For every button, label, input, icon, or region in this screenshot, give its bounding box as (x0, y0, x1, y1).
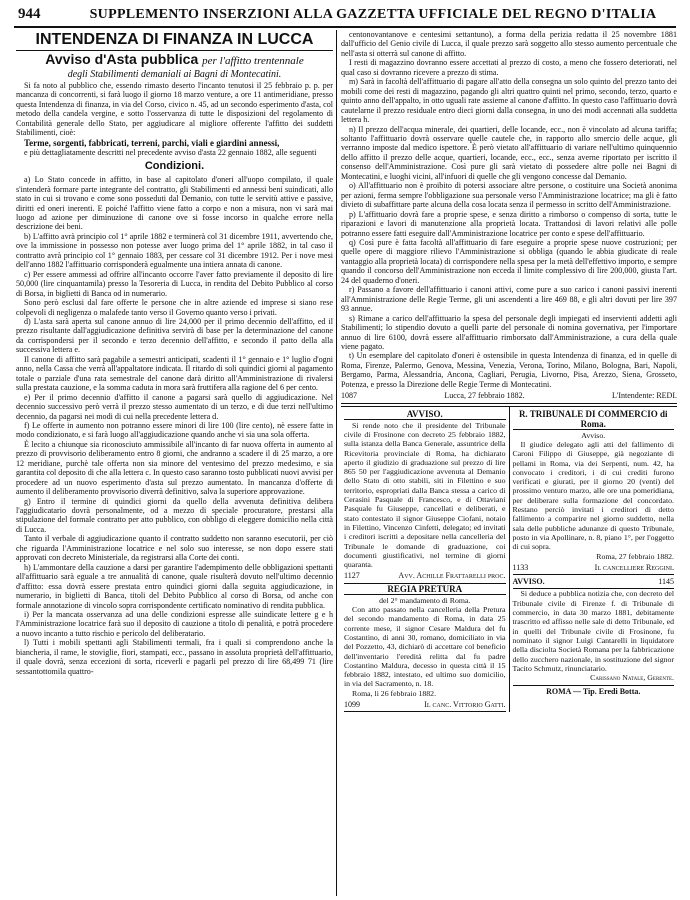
conditions-list (16, 175, 333, 676)
condition-paragraph: f) Le offerte in aumento non potranno essere minori di lire 100 (lire cento), nè essere fatte in modo condizionato, e si farà luogo all'aggiudicazione quando anche vi sia una sola offerta. (16, 420, 333, 440)
condition-paragraph: a) Lo Stato concede in affitto, in base al capitolato d'oneri all'uopo compilato, il quale s'intenderà formare parte integrante del contratto, gli Stabilimenti ed annessi beni suindicati, allo stato in cui si trovano e come sono posseduti dal Demanio, con tutte le servitù attive e passive, diritti ed oneri inerenti. E poiché l'affitto viene fatto a corpo e non a misura, non vi sarà mai luogo ad azione per diminuzione di canone ove si fosse incorso in qualche errore nella descrizione dei beni. (16, 175, 333, 232)
pretura-heading: REGIA PRETURA (344, 584, 506, 595)
right-column (341, 30, 677, 892)
avviso-a-signer: Avv. Achille Frattarelli proc. (398, 571, 506, 581)
continued-paragraph: m) Sarà in facoltà dell'affittuario di pagare all'atto della consegna un solo quinto del prezzo tanto dei mobili come dei resti di magazzino, pagando gli altri quattro quinti nel primo, secondo, terzo, quarto e quinto anno dell'appalto, in otto uguali rate assieme al canone d'affitto. In questo caso l'affittuario dovrà cautelarne il prezzo residuale entro dieci giorni dalla consegna, in uno dei modi accennati alla suddetta lettera h. (341, 77, 677, 125)
notice-date: Lucca, 27 febbraio 1882. (444, 391, 525, 401)
tribunale-heading: R. TRIBUNALE DI COMMERCIO di Roma. (513, 409, 675, 430)
notice-col-c (509, 407, 678, 713)
condition-paragraph: c) Per essere ammessi ad offrire all'incanto occorre l'aver fatto previamente il deposito di lire 50,000 (lire cinquantamila) presso la Tesoreria di Lucca, in rendita del Debito Pubblico al corso di Borsa, in biglietti di Banca od in numerario. (16, 269, 333, 298)
tribunale-signature (513, 563, 675, 575)
condition-paragraph: h) L'ammontare della cauzione a darsi per garantire l'adempimento delle obbligazioni spettanti all'affittuario sarà eguale a tre annualità di canone, quale risulterà dovuto nell'ultimo decennio d'affitto: essa dovrà essere prestata entro quindici giorni dalla seguita aggiudicazione, in numerario, in biglietti di Banca, titoli del Debito Pubblico al corso di Borsa, od anche con formale annotazione di vincolo sopra corrispondente certificato nominativo di rendita pubblica. (16, 562, 333, 610)
tribunale-subheading: Avviso. (581, 430, 606, 440)
notice-subtitle: degli Stabilimenti demaniali ai Bagni di Montecatini. (67, 69, 282, 80)
condition-paragraph: b) L'affitto avrà principio col 1° aprile 1882 e terminerà col 31 dicembre 1911, avvertendo che, ove la immissione in possesso non potesse aver luogo prima del 1° aprile 1882, in tal caso il contratto avrà principio col 1° gennaio 1883, per cessare col 31 dicembre 1912. Per i nove mesi dell'anno 1882 l'affittuario corrisponderà egualmente una intiera annata di canone. (16, 231, 333, 270)
printer-line: ROMA — Tip. Eredi Botta. (513, 685, 675, 696)
avviso-a-signature (344, 571, 506, 583)
condition-paragraph: i) Per la mancata osservanza ad una delle condizioni espresse alle suindicate lettere g e h l'Amministrazione locatrice farà suo il deposito di cauzione a titolo di penalità, e potrà procedere a nuovo incanto a tutto rischio e pericolo del deliberatario. (16, 610, 333, 638)
avviso-2-heading: AVVISO. (512, 577, 545, 587)
avviso-a-number: 1127 (344, 571, 360, 581)
condition-paragraph: Il canone di affitto sarà pagabile a semestri anticipati, scadenti il 1° gennaio e 1° luglio d'ogni anno, nella Cassa che verrà all'appaltatore indicata. Il ritardo di soli quindici giorni al pagamento totale o parziale d'una rata semestrale del canone darà diritto all'Amministrazione di rivalersi sulla prestata cauzione, e la somma caduta in mora sarà fruttifera alla ragione del 6 per cento. (16, 354, 333, 393)
left-column (16, 30, 333, 892)
condition-paragraph: È lecito a chiunque sia riconosciuto ammissibile all'incanto di far nuova offerta in aumento al prezzo di provvisorio deliberamento entro 8 giorni, che andranno a scadere il di 25 marzo, a ore 12 meridiane, purchè tale offerta non sia minore del ventesimo del prezzo medesimo, e sia garantita col deposito di che alla lettera c. In questo caso saranno tosto pubblicati nuovi avvisi per procedere ad un nuovo esperimento d'asta sul prezzo aumentato. In mancanza d'offerte di aumento il deliberamento provvisorio diverrà definitivo, salva la superiore approvazione. (16, 439, 333, 497)
continued-paragraph: q) Così pure è fatta facoltà all'affittuario di fare eseguire a proprie spese nuove costruzioni; per quelle opere di maggiore rilievo l'Amministrazione si obbliga (quando le abbia giudicate di reale vantaggio alla proprietà locata) di corrispondere nella spesa per la metà dell'effettivo importo, e sempre quando il concorso dell'Amministrazione non ecceda il limite complessivo di lire 200,000, giusta l'art. 24 del quaderno d'oneri. (341, 237, 677, 285)
condition-paragraph: l) Tutti i mobili spettanti agli Stabilimenti termali, fra i quali si comprendono anche la biancheria, il rame, le stoviglie, fiori, stampati, ecc., passano in assoluta proprietà dell'affittuario, il quale dovrà, senza eccezioni di sorta, riceverli e pagarli pel prezzo di lire 68,499 71 (lire sessantottomila quattro- (16, 638, 333, 676)
continued-paragraph: o) All'affittuario non è proibito di potersi associare altre persone, o costituire una Società anonima per azioni, ferma sempre l'obbligazione sua personale verso l'Amministrazione locatrice; ma gli è fatto divieto di subaffittare parte alcuna della cosa locata senza il permesso in scritto dell'Amministrazione. (341, 181, 677, 210)
notice-title-main: Avviso d'Asta pubblica (45, 51, 199, 67)
running-title: SUPPLEMENTO INSERZIONI ALLA GAZZETTA UFFICIALE DEL REGNO D'ITALIA (89, 7, 657, 22)
avviso-2-signer: Carissano Natale, Gerente. (590, 673, 674, 683)
page-number: 944 (18, 6, 41, 22)
notice-col-a (341, 407, 509, 713)
office-heading: INTENDENZA DI FINANZA IN LUCCA (16, 30, 333, 51)
condition-paragraph: Sono però esclusi dal fare offerte le persone che in altre aziende ed imprese si siano rese colpevoli di negligenza o malafede tanto verso il Governo quanto verso i privati. (16, 298, 333, 317)
continued-paragraph: r) Passano a favore dell'affittuario i canoni attivi, come pure a suo carico i canoni passivi inerenti all'Amministrazione delle Regie Terme, gli uni ascendenti a lire 469 88, e gli altri dovuti per lire 397 93 annue. (341, 285, 677, 314)
avviso-a-heading: AVVISO. (344, 409, 506, 420)
pretura-subheading: del 2° mandamento di Roma. (379, 595, 471, 605)
small-notices (341, 406, 677, 713)
continued-paragraph: centonovantanove e centesimi settantuno), a forma della perizia redatta il 25 novembre 1881 dall'ufficio del Genio civile di Lucca, il quale prezzo sarà soggetto allo stesso aumento percentuale che nell'asta si otterrà sul canone di affitto. (341, 30, 677, 58)
notice-signature (341, 391, 677, 403)
pretura-signer: Il canc. Vittorio Gatti. (424, 699, 506, 709)
notice-intendente: L'Intendente: REDI. (612, 391, 677, 401)
tribunale-number: 1133 (512, 562, 529, 572)
continued-paragraph: s) Rimane a carico dell'affittuario la spesa del personale degli impiegati ed inservienti addetti agli Stabilimenti; lo stipendio dovuto a quelli parte del personale di nomina governativa, per l'importare annuo di lire 6100, dovrà essere all'affittuario rimborsato dall'Amministrazione, a cura della quale viene pagato. (341, 313, 677, 351)
avviso-2-number: 1145 (658, 577, 674, 587)
avviso-2-text: Si deduce a pubblica notizia che, con decreto del Tribunale civile di Firenze f. di Tribunale di commercio, in data 30 marzo 1881, debitamente trascritto ed affisso nelle sale di detto Tribunale, ed in quelli del Tribunale civile di Frosinone, fu nominato il signor Luigi Cantarelli in liquidatore della disciolta Società Romana per la fabbricazione dello zucchero nazionale, in sostituzione del signor Tacito Schmutz, rinunciatario. (512, 589, 674, 673)
notice-intro-tail: e più dettagliatamente descritti nel precedente avviso d'asta 22 gennaio 1882, alle seguenti (24, 147, 317, 157)
tribunale-signer: Il cancelliere Reggini. (594, 562, 674, 572)
condition-paragraph: d) L'asta sarà aperta sul canone annuo di lire 24,000 per il primo decennio dell'affitto, ed il prezzo risultante dall'aggiudicazione definitiva servirà di base per la determinazione del canone da corrispondersi per il secondo e terzo decennio dell'affitto, e secondo il patto della alla successiva lettera e. (16, 316, 333, 355)
condition-paragraph: e) Per il primo decennio d'affitto il canone a pagarsi sarà quello di aggiudicazione. Nel decennio successivo però verrà il prezzo stesso aumentato di un terzo, e di due terzi nell'ultimo decennio, da pagarsi nei modi di cui nella precedente lettera d. (16, 392, 333, 421)
notice-title-tail: per l'affitto trentennale (202, 55, 304, 67)
conditions-continued (341, 30, 677, 389)
pretura-signature (344, 700, 506, 712)
column-divider (336, 30, 337, 896)
continued-paragraph: t) Un esemplare del capitolato d'oneri è ostensibile in questa Intendenza di finanza, ed in quelle di Roma, Firenze, Palermo, Genova, Messina, Venezia, Verona, Torino, Milano, Bologna, Bari, Napoli, Bergamo, Parma, Alessandria, Ancona, Cagliari, Perugia, Livorno, Pisa, Arezzo, Siena, Grosseto, Potenza, e presso la Direzione delle Regie Terme di Montecatini. (341, 351, 677, 389)
notice-intro: Si fa noto al pubblico che, essendo rimasto deserto l'incanto tenutosi il 25 febbraio p. p. per mancanza di concorrenti, si farà luogo il giorno 18 marzo venture, a ore 11 antimeridiane, presso questa Intendenza di finanza, in via del Corso, civico n. 45, ad un secondo esperimento d'asta, col metodo della candela vergine, e sotto l'osservanza di tutte le disposizioni del regolamento di Contabilità generale dello Stato, per aggiudicare al migliore offerente l'affitto dei suddetti Stabilimenti, cioè: (16, 81, 333, 138)
notice-number: 1087 (341, 391, 357, 401)
notice-bold-line: Terme, sorgenti, fabbricati, terreni, parchi, viali e giardini annessi, (24, 137, 280, 148)
continued-paragraph: I resti di magazzino dovranno essere accettati al prezzo di costo, a meno che fossero deteriorati, nel qual caso si dovranno ricevere a prezzo di stima. (341, 58, 677, 77)
condition-paragraph: Tanto il verbale di aggiudicazione quanto il contratto suddetto non saranno esecutorii, per ciò che riguarda l'Amministrazione locatrice e nel solo suo interesse, se non dopo essere stati approvati con decreto Ministeriale, da registrarsi alla Corte dei conti. (16, 534, 333, 563)
pretura-date: Roma, li 26 febbraio 1882. (352, 688, 437, 698)
page-header (14, 4, 676, 28)
pretura-text: Con atto passato nella cancelleria della Pretura del secondo mandamento di Roma, in data 25 corrente mese, il signor Cesare Maldura del fu Costantino, di anni 30, romano, domiciliato in via del Pozzetto, 43, dichiarò di accettare col beneficio dell'inventario l'eredità relitta dal fu padre Costantino Maldura, decesso in questa città il 15 febbraio 1882, intestato, ed ultimo suo domicilio, in via del Sacramento, n. 18. (344, 605, 506, 689)
pretura-number: 1099 (344, 699, 360, 709)
continued-paragraph: p) L'affittuario dovrà fare a proprie spese, e senza diritto a rimborso o compenso di sorta, tutte le riparazioni e lavori di manutenzione alla proprietà locata. Trattandosi di lavori relativi alle polle potranno essere fatti eseguire dall'Amministrazione locatrice per conto e spese dell'affittuario. (341, 209, 677, 238)
avviso-2-header (513, 577, 675, 589)
tribunale-text: Il giudice delegato agli atti del fallimento di Caroni Filippo di Giuseppe, già negoziante di pellami in Roma, via dei Serpenti, num. 42, ha convocato i creditori, i di cui crediti furono verificati e giurati, per il giorno 20 (venti) del prossimo venturo marzo, alle ore una pomeridiana, per deliberare sulla formazione del concordato. Restano perciò invitati i creditori di detto fallimento a comparire nel giorno suddetto, nella sala delle pubbliche adunanze di questo Tribunale, posto in via Apollinare, n. 8, piano 1°, per l'oggetto di cui sopra. (512, 439, 674, 552)
condition-paragraph: g) Entro il termine di quindici giorni da quello della avvenuta definitiva delibera l'aggiudicatario dovrà personalmente, od a mezzo di speciale procuratore, prestarsi alla stipulazione del formale contratto per atto pubblico, con obbligo di eleggere domicilio nella città di Lucca. (16, 496, 333, 534)
notice-title (16, 52, 333, 69)
avviso-a-text: Si rende noto che il presidente del Tribunale civile di Frosinone con decreto 25 febbraio 1882, sulla istanza della Banca Generale, assuntrice della Ricevitoria provinciale di Roma, ha dichiarato aperto il giudizio di graduazione sul prezzo di lire 865 50 per l'aggiudicazione avvenuta al Demanio dello Stato di otto stabili, siti in Filettino e suo territorio, espropriati dalla Banca stessa a carico di Cerasini Pasquale di Francesco, e di Ottaviani Pasquale fu Giuseppe, cancellati e deliberati, e stato contestato il signor Giuseppe Ciofani, notaio in Filettino, Vincenzo Cinfetti, delegato; ed invitati i creditori iscritti a depositare nella cancelleria del Tribunale le domande di graduazione, coi documenti giustificativi, nel termine di giorni quaranta. (344, 420, 506, 570)
conditions-heading: Condizioni. (144, 160, 205, 173)
tribunale-date: Roma, 27 febbraio 1882. (596, 551, 674, 561)
continued-paragraph: n) Il prezzo dell'acqua minerale, dei quartieri, delle locande, ecc., non è vincolato ad alcuna tariffa; soltanto l'affittuario dovrà osservare quelle cautele che, in rapporto allo smercio delle acque, gli verranno imposte dal medico ispettore. È però vietato all'affittuario di variare nell'ultimo quinquennio dello affitto il prezzo delle acque, quartieri, locande, ecc., ecc., senza averne riportato per iscritto il consenso dell'Amministrazione. Così pure gli sarà vietato di possedere altre polle nei Bagni di Montecatini, e luoghi vicini, all'infuori di quelle che gli vengono concesse dal Demanio. (341, 124, 677, 181)
